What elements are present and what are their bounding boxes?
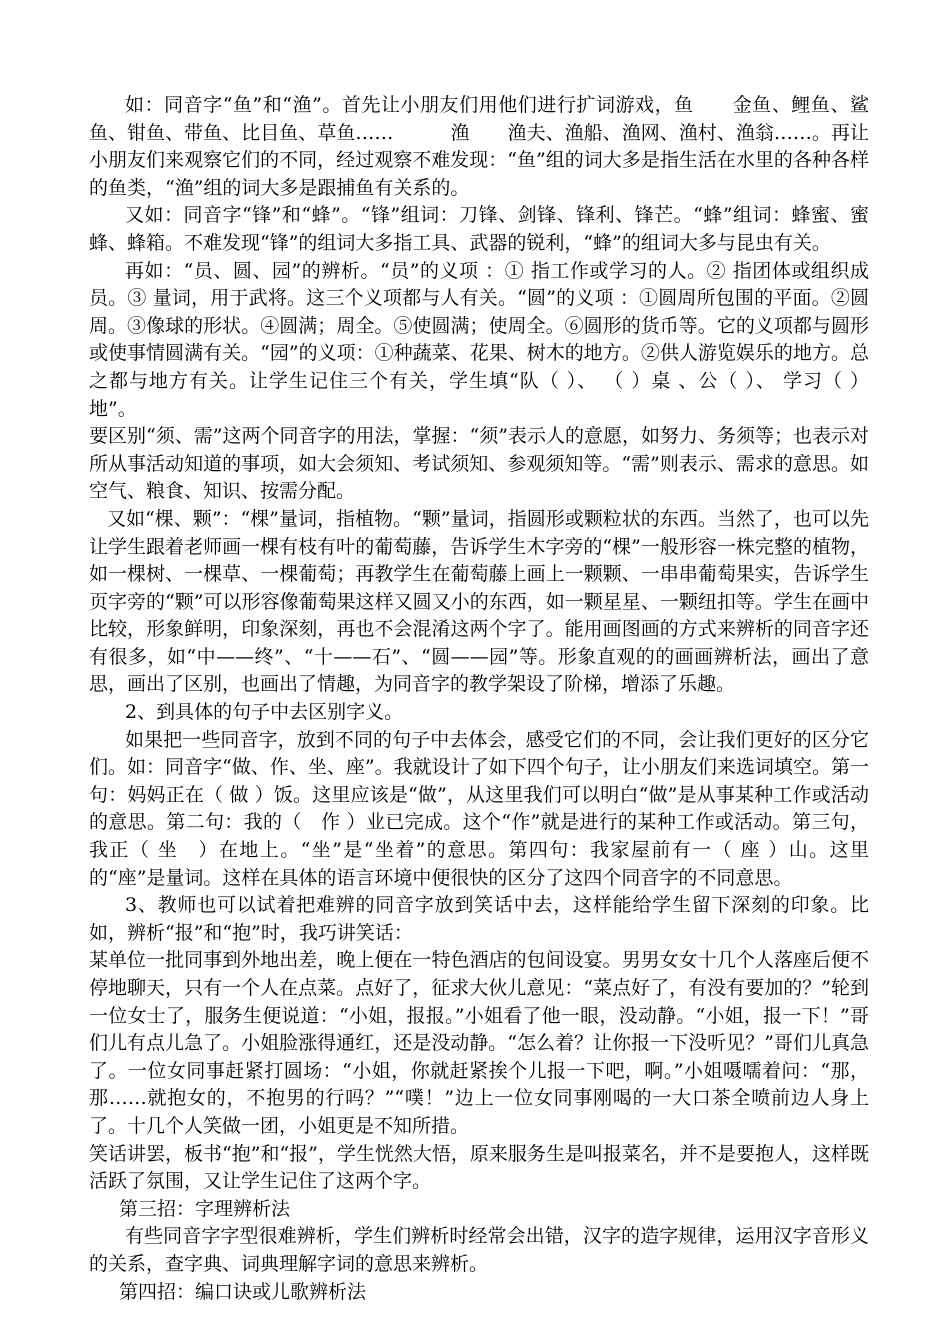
paragraph-feng-example: 又如：同音字“锋”和“蜂”。“锋”组词：刀锋、剑锋、锋利、锋芒。“蜂”组词：蜂蜜、蜜蜂、蜂箱。不难发现“锋”的组词大多指工具、武器的锐利，“蜂”的组词大多与昆虫有关。 <box>89 204 869 254</box>
document-body <box>89 92 869 1306</box>
paragraph-yu-example: 如：同音字“鱼”和“渔”。首先让小朋友们用他们进行扩词游戏，鱼 金鱼、鲤鱼、鲨鱼、钳鱼、带鱼、比目鱼、草鱼…… 渔 渔夫、渔船、渔网、渔村、渔翁……。再让小朋友们来观察它们的不同，经过观察不难发现：“鱼”组的词大多是指生活在水里的各种各样的鱼类，“渔”组的词大多是跟捕鱼有关系的。 <box>89 94 869 199</box>
paragraph-yuan-example: 再如：“员、圆、园”的辨析。“员”的义项 ：① 指工作或学习的人。② 指团体或组织成员。③ 量词，用于武将。这三个义项都与人有关。“圆”的义项 ：①圆周所包围的平面。②圆周。③像球的形状。④圆满；周全。⑤使圆满；使周全。⑥圆形的货币等。它的义项都与圆形或使事情圆满有关。“园”的义项：①种蔬菜、花果、树木的地方。②供人游览娱乐的地方。总之都与地方有关。让学生记住三个有关，学生填“队（ ）、 （ ）桌 、公（ ）、 学习（ ）地”。 <box>89 259 869 420</box>
paragraph-joke-conclusion: 笑话讲罢，板书“抱”和“报”，学生恍然大悟，原来服务生是叫报菜名，并不是要抱人，这样既活跃了氛围，又让学生记住了这两个字。 <box>89 1142 869 1193</box>
section-heading-jokes: 3、教师也可以试着把难辨的同音字放到笑话中去，这样能给学生留下深刻的印象。比如，辨析“报”和“抱”时，我巧讲笑话： <box>89 894 869 944</box>
paragraph-joke-story: 某单位一批同事到外地出差，晚上便在一特色酒店的包间设宴。男男女女十几个人落座后便不停地聊天，只有一个人在点菜。点好了，征求大伙儿意见：“菜点好了，有没有要加的？”轮到一位女士了，服务生便说道：“小姐，报报。”小姐看了他一眼，没动静。“小姐，报一下！”哥们儿有点儿急了。小姐脸涨得通红，还是没动静。“怎么着？让你报一下没听见？”哥们儿真急了。一位女同事赶紧打圆场：“小姐，你就赶紧挨个儿报一下吧，啊。”小姐嗫嚅着问：“那，那……就抱女的，不抱男的行吗？”“噗！”边上一位女同事刚喝的一大口茶全喷前边人身上了。十几个人笑做一团，小姐更是不知所措。 <box>89 949 869 1137</box>
paragraph-zuo-example: 如果把一些同音字，放到不同的句子中去体会，感受它们的不同，会让我们更好的区分它们。如：同音字“做、作、坐、座”。我就设计了如下四个句子，让小朋友们来选词填空。第一句：妈妈正在（ 做 ）饭。这里应该是“做”，从这里我们可以明白“做”是从事某种工作或活动的意思。第二句：我的（ 作 ）业已完成。这个“作”就是进行的某种工作或活动。第三句，我正（ 坐 ）在地上。“坐”是“坐着”的意思。第四句：我家屋前有一（ 座 ）山。这里的“座”是量词。这样在具体的语言环境中便很快的区分了这四个同音字的不同意思。 <box>89 728 869 889</box>
section-heading-method-3: 第三招：字理辨析法 <box>119 1197 291 1220</box>
paragraph-ke-example: 又如“棵、颗”：“棵”量词，指植物。“颗”量词，指圆形或颗粒状的东西。当然了，也可以先让学生跟着老师画一棵有枝有叶的葡萄藤，告诉学生木字旁的“棵”一般形容一株完整的植物，如一棵树、一棵草、一棵葡萄；再教学生在葡萄藤上画上一颗颗、一串串葡萄果实，告诉学生页字旁的“颗”可以形容像葡萄果这样又圆又小的东西，如一颗星星、一颗纽扣等。学生在画中比较，形象鲜明，印象深刻，再也不会混淆这两个字了。能用画图画的方式来辨析的同音字还有很多，如“中——终”、“十——石”、“圆——园”等。形象直观的的画画辨析法，画出了意思，画出了区别，也画出了情趣，为同音字的教学架设了阶梯，增添了乐趣。 <box>89 507 869 696</box>
section-heading-sentences: 2、到具体的句子中去区别字义。 <box>125 701 404 724</box>
paragraph-xu-example: 要区别“须、需”这两个同音字的用法，掌握：“须”表示人的意愿，如努力、务须等；也表示对所从事活动知道的事项，如大会须知、考试须知、参观须知等。“需”则表示、需求的意思。如空气、粮食、知识、按需分配。 <box>89 425 869 503</box>
section-heading-method-4: 第四招：编口诀或儿歌辨析法 <box>119 1280 367 1303</box>
paragraph-method-3: 有些同音字字型很难辨析，学生们辨析时经常会出错，汉字的造字规律，运用汉字音形义的关系，查字典、词典理解字词的意思来辨析。 <box>89 1225 869 1275</box>
